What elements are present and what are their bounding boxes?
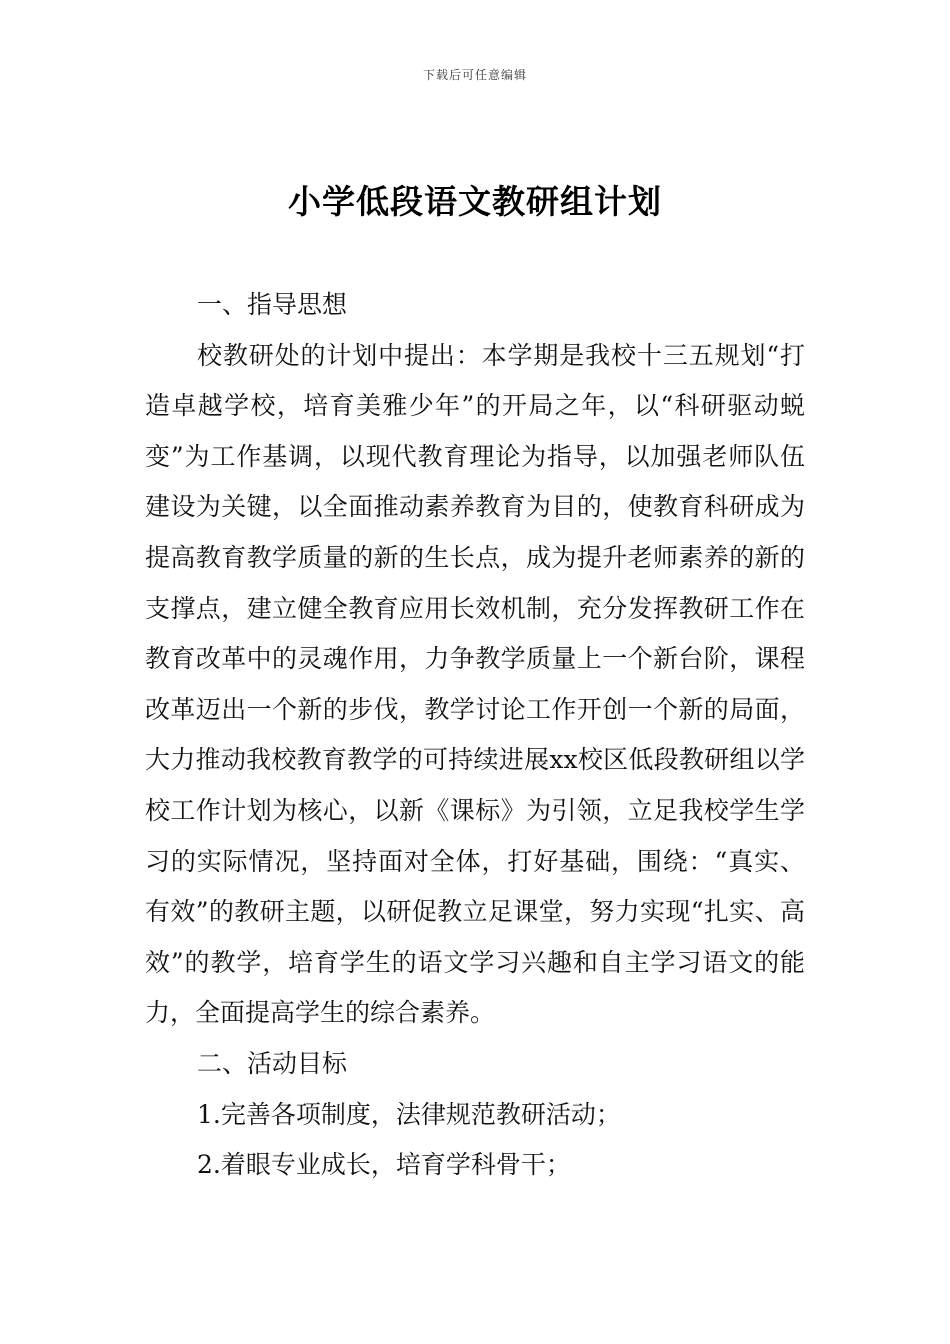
goal-item-2: 2.着眼专业成长，培育学科骨干； (197, 1150, 571, 1180)
header-note: 下载后可任意编辑 (422, 68, 527, 82)
goal-item-1: 1.完善各项制度，法律规范教研活动； (197, 1099, 621, 1129)
guiding-thought-paragraph: 校教研处的计划中提出：本学期是我校十三五规划“打造卓越学校，培育美雅少年”的开局之年，以“科研驱动蜕变”为工作基调，以现代教育理论为指导，以加强老师队伍建设为关键，以全面推动素养教育为目的，使教育科研成为提高教育教学质量的新的生长点，成为提升老师素养的新的支撑点，建立健全教育应用长效机制，充分发挥教研工作在教育改革中的灵魂作用，力争教学质量上一个新台阶，课程改革迈出一个新的步伐，教学讨论工作开创一个新的局面，大力推动我校教育教学的可持续进展xx校区低段教研组以学校工作计划为核心，以新《课标》为引领，立足我校学生学习的实际情况，坚持面对全体，打好基础，围绕：“真实、有效”的教研主题，以研促教立足课堂，努力实现“扎实、高效”的教学，培育学生的语文学习兴趣和自主学习语文的能力，全面提高学生的综合素养。 (145, 340, 805, 1028)
section-heading-guiding-thought: 一、指导思想 (197, 290, 348, 319)
document-body (145, 280, 805, 1191)
section-heading-activity-goals: 二、活动目标 (197, 1048, 348, 1078)
document-title: 小学低段语文教研组计划 (288, 182, 662, 221)
